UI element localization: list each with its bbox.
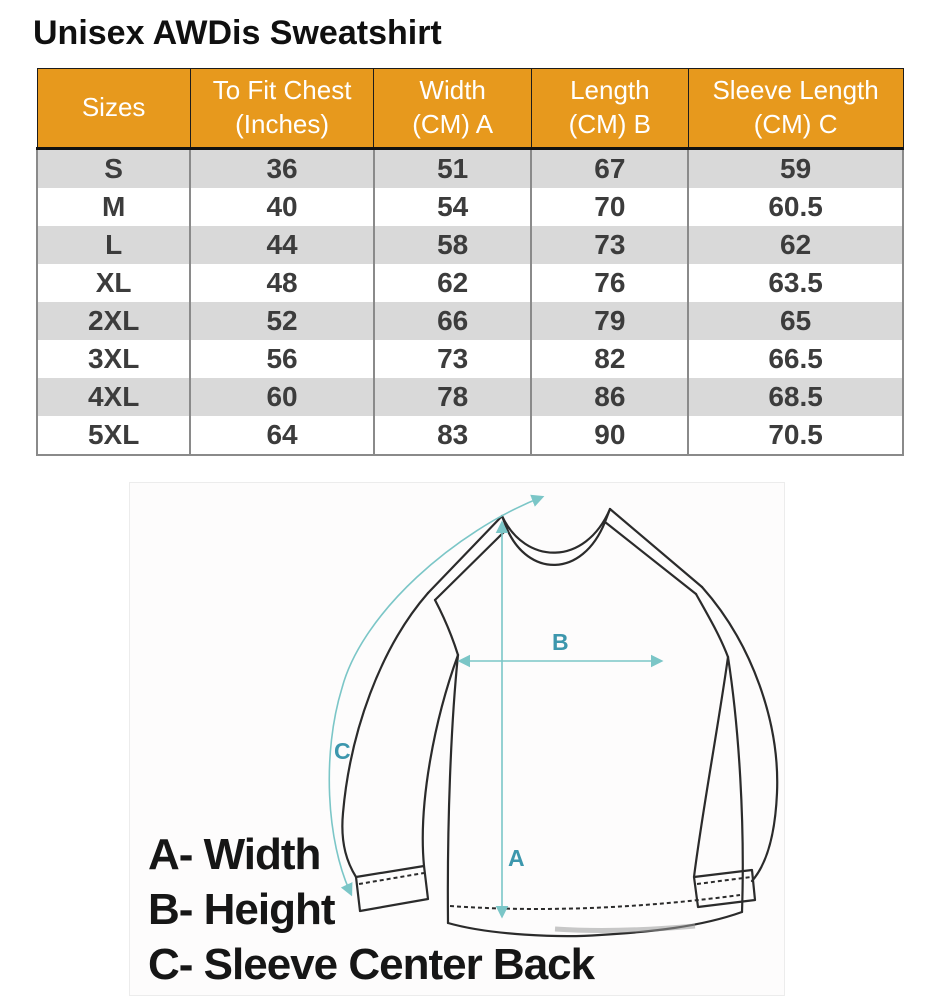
length-cell: 82 — [531, 340, 688, 378]
label-b: B — [552, 629, 569, 655]
header-line: (CM) B — [568, 109, 651, 139]
chest-cell: 44 — [190, 226, 374, 264]
size-cell: 5XL — [37, 416, 190, 455]
length-cell: 73 — [531, 226, 688, 264]
table-row — [37, 149, 903, 189]
length-cell: 79 — [531, 302, 688, 340]
header-line: Sizes — [81, 92, 146, 123]
column-header-sleeve-length — [688, 69, 903, 149]
label-a: A — [508, 845, 525, 871]
width-cell: 83 — [374, 416, 532, 455]
sleeve-cell: 65 — [688, 302, 903, 340]
width-cell: 73 — [374, 340, 532, 378]
width-cell: 51 — [374, 149, 532, 189]
chest-cell: 52 — [190, 302, 374, 340]
length-cell: 86 — [531, 378, 688, 416]
width-cell: 78 — [374, 378, 532, 416]
chest-cell: 40 — [190, 188, 374, 226]
size-cell: XL — [37, 264, 190, 302]
header-line: Sleeve Length — [712, 75, 879, 106]
size-cell: L — [37, 226, 190, 264]
table-row — [37, 416, 903, 455]
size-cell: M — [37, 188, 190, 226]
sweatshirt-measurement-diagram — [129, 482, 785, 996]
label-c: C — [334, 738, 351, 764]
header-line: (CM) C — [753, 109, 838, 139]
header-line: To Fit Chest — [212, 75, 352, 106]
sleeve-cell: 68.5 — [688, 378, 903, 416]
chest-cell: 64 — [190, 416, 374, 455]
measurement-legend — [148, 827, 748, 992]
length-cell: 76 — [531, 264, 688, 302]
length-cell: 67 — [531, 149, 688, 189]
width-cell: 54 — [374, 188, 532, 226]
column-header-sizes — [37, 69, 190, 149]
header-line: Length — [570, 75, 650, 106]
length-cell: 70 — [531, 188, 688, 226]
width-cell: 62 — [374, 264, 532, 302]
header-line: (CM) A — [412, 109, 494, 139]
chest-cell: 48 — [190, 264, 374, 302]
column-header-chest — [190, 69, 374, 149]
header-line: Width — [419, 75, 486, 106]
sleeve-cell: 70.5 — [688, 416, 903, 455]
table-row — [37, 340, 903, 378]
legend-item-b: B- Height — [148, 885, 335, 934]
sleeve-cell: 60.5 — [688, 188, 903, 226]
header-line: (Inches) — [235, 109, 330, 139]
table-row — [37, 264, 903, 302]
table-row — [37, 378, 903, 416]
size-cell: S — [37, 149, 190, 189]
sleeve-cell: 63.5 — [688, 264, 903, 302]
sleeve-cell: 62 — [688, 226, 903, 264]
column-header-width — [374, 69, 532, 149]
width-cell: 58 — [374, 226, 532, 264]
chest-cell: 36 — [190, 149, 374, 189]
table-row — [37, 302, 903, 340]
page-title: Unisex AWDis Sweatshirt — [33, 14, 442, 52]
table-row — [37, 226, 903, 264]
size-chart-table — [36, 68, 904, 456]
legend-item-a: A- Width — [148, 830, 321, 879]
size-cell: 3XL — [37, 340, 190, 378]
table-header-row — [37, 69, 903, 149]
chest-cell: 56 — [190, 340, 374, 378]
column-header-length — [531, 69, 688, 149]
size-cell: 2XL — [37, 302, 190, 340]
sleeve-cell: 59 — [688, 149, 903, 189]
table-row — [37, 188, 903, 226]
chest-cell: 60 — [190, 378, 374, 416]
sleeve-cell: 66.5 — [688, 340, 903, 378]
legend-item-c: C- Sleeve Center Back — [148, 940, 595, 989]
width-cell: 66 — [374, 302, 532, 340]
size-cell: 4XL — [37, 378, 190, 416]
length-cell: 90 — [531, 416, 688, 455]
